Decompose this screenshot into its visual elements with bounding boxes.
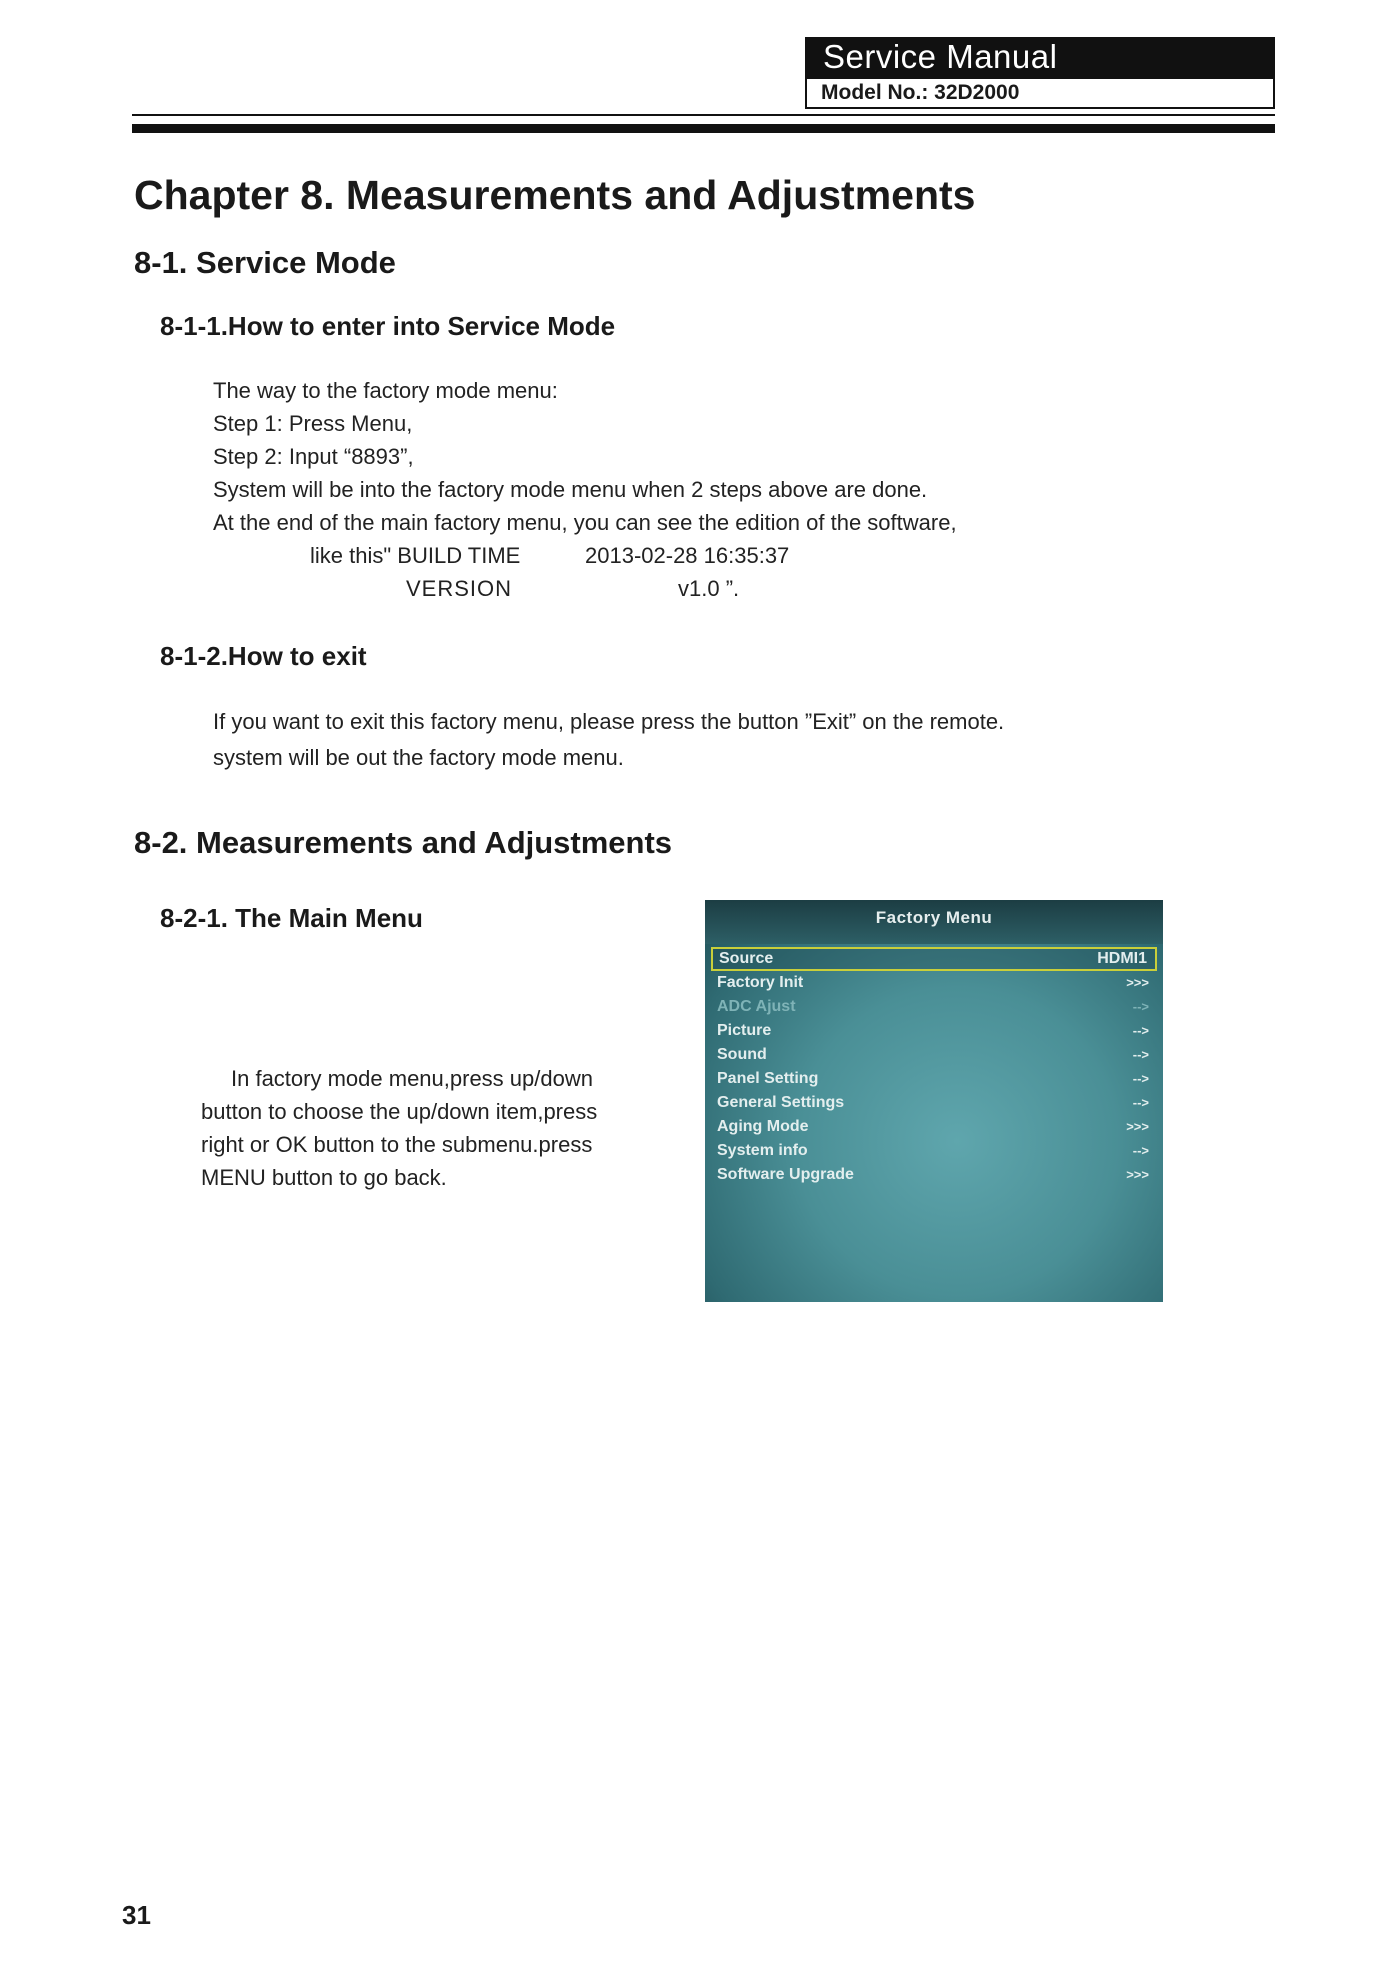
menu-item-label: System info: [717, 1142, 808, 1159]
exit-instructions: [213, 704, 1004, 776]
page-number: 31: [122, 1900, 151, 1930]
enter-line: Step 1: Press Menu,: [213, 411, 413, 436]
header-rule-thin: [132, 114, 1275, 116]
menu-item-label: General Settings: [717, 1094, 845, 1111]
menu-item-label: Software Upgrade: [717, 1166, 854, 1183]
menu-item-value: >>>: [1126, 975, 1149, 990]
factory-menu-item-general-settings: [711, 1091, 1157, 1115]
menu-item-label: Sound: [717, 1046, 767, 1063]
menu-item-label: Picture: [717, 1022, 772, 1039]
menu-item-value: >>>: [1126, 1119, 1149, 1134]
menu-item-value: >>>: [1126, 1167, 1149, 1182]
menu-item-label: Aging Mode: [717, 1118, 809, 1135]
factory-menu-item-panel-setting: [711, 1067, 1157, 1091]
model-number: Model No.: 32D2000: [805, 77, 1275, 109]
factory-menu-item-system-info: [711, 1139, 1157, 1163]
subsection-main-menu-title: 8-2-1. The Main Menu: [160, 903, 423, 933]
header-rule-thick: [132, 124, 1275, 133]
main-menu-instructions: [201, 1062, 597, 1194]
factory-menu-item-adc-ajust: [711, 995, 1157, 1019]
menu-item-label: Panel Setting: [717, 1070, 819, 1087]
enter-line: System will be into the factory mode menu when 2 steps above are done.: [213, 477, 928, 502]
menu-item-value: -->: [1132, 1095, 1149, 1110]
menu-item-value: -->: [1132, 1071, 1149, 1086]
exit-line: system will be out the factory mode menu.: [213, 745, 624, 770]
factory-menu-item-picture: [711, 1019, 1157, 1043]
menu-item-label: Factory Init: [717, 974, 804, 991]
header-box: [805, 37, 1275, 109]
menu-item-value: -->: [1132, 999, 1149, 1014]
enter-instructions: [213, 374, 957, 539]
manual-title: Service Manual: [805, 37, 1275, 77]
factory-menu-item-software-upgrade: [711, 1163, 1157, 1187]
build-time-value: 2013-02-28 16:35:37: [585, 543, 790, 568]
factory-menu-item-factory-init: [711, 971, 1157, 995]
enter-line: The way to the factory mode menu:: [213, 378, 558, 403]
menu-item-value: -->: [1132, 1023, 1149, 1038]
subsection-enter-title: 8-1-1.How to enter into Service Mode: [160, 311, 616, 341]
menu-item-value: HDMI1: [1097, 950, 1147, 967]
section-service-mode-title: 8-1. Service Mode: [134, 245, 396, 280]
menu-item-label: Source: [719, 950, 774, 967]
main-menu-line: MENU button to go back.: [201, 1165, 447, 1190]
exit-line: If you want to exit this factory menu, please press the button ”Exit” on the remote.: [213, 709, 1005, 734]
main-menu-line: In factory mode menu,press up/down: [231, 1066, 593, 1091]
factory-menu-item-source: [711, 947, 1157, 971]
section-measurements-title: 8-2. Measurements and Adjustments: [134, 825, 673, 860]
factory-menu-item-aging-mode: [711, 1115, 1157, 1139]
build-time-label: like this" BUILD TIME: [310, 543, 521, 568]
enter-line: At the end of the main factory menu, you can see the edition of the software,: [213, 510, 957, 535]
menu-item-label: ADC Ajust: [717, 998, 796, 1015]
menu-item-value: -->: [1132, 1047, 1149, 1062]
factory-menu-screenshot: [705, 900, 1163, 1302]
chapter-title: Chapter 8. Measurements and Adjustments: [134, 172, 976, 218]
menu-item-value: -->: [1132, 1143, 1149, 1158]
subsection-exit-title: 8-1-2.How to exit: [160, 641, 367, 671]
version-label: VERSION: [406, 576, 513, 601]
main-menu-line: button to choose the up/down item,press: [201, 1099, 598, 1124]
factory-menu-title: Factory Menu: [875, 908, 993, 927]
main-menu-line: right or OK button to the submenu.press: [201, 1132, 593, 1157]
version-value: v1.0 ”.: [678, 576, 740, 601]
factory-menu-item-sound: [711, 1043, 1157, 1067]
enter-line: Step 2: Input “8893”,: [213, 444, 414, 469]
